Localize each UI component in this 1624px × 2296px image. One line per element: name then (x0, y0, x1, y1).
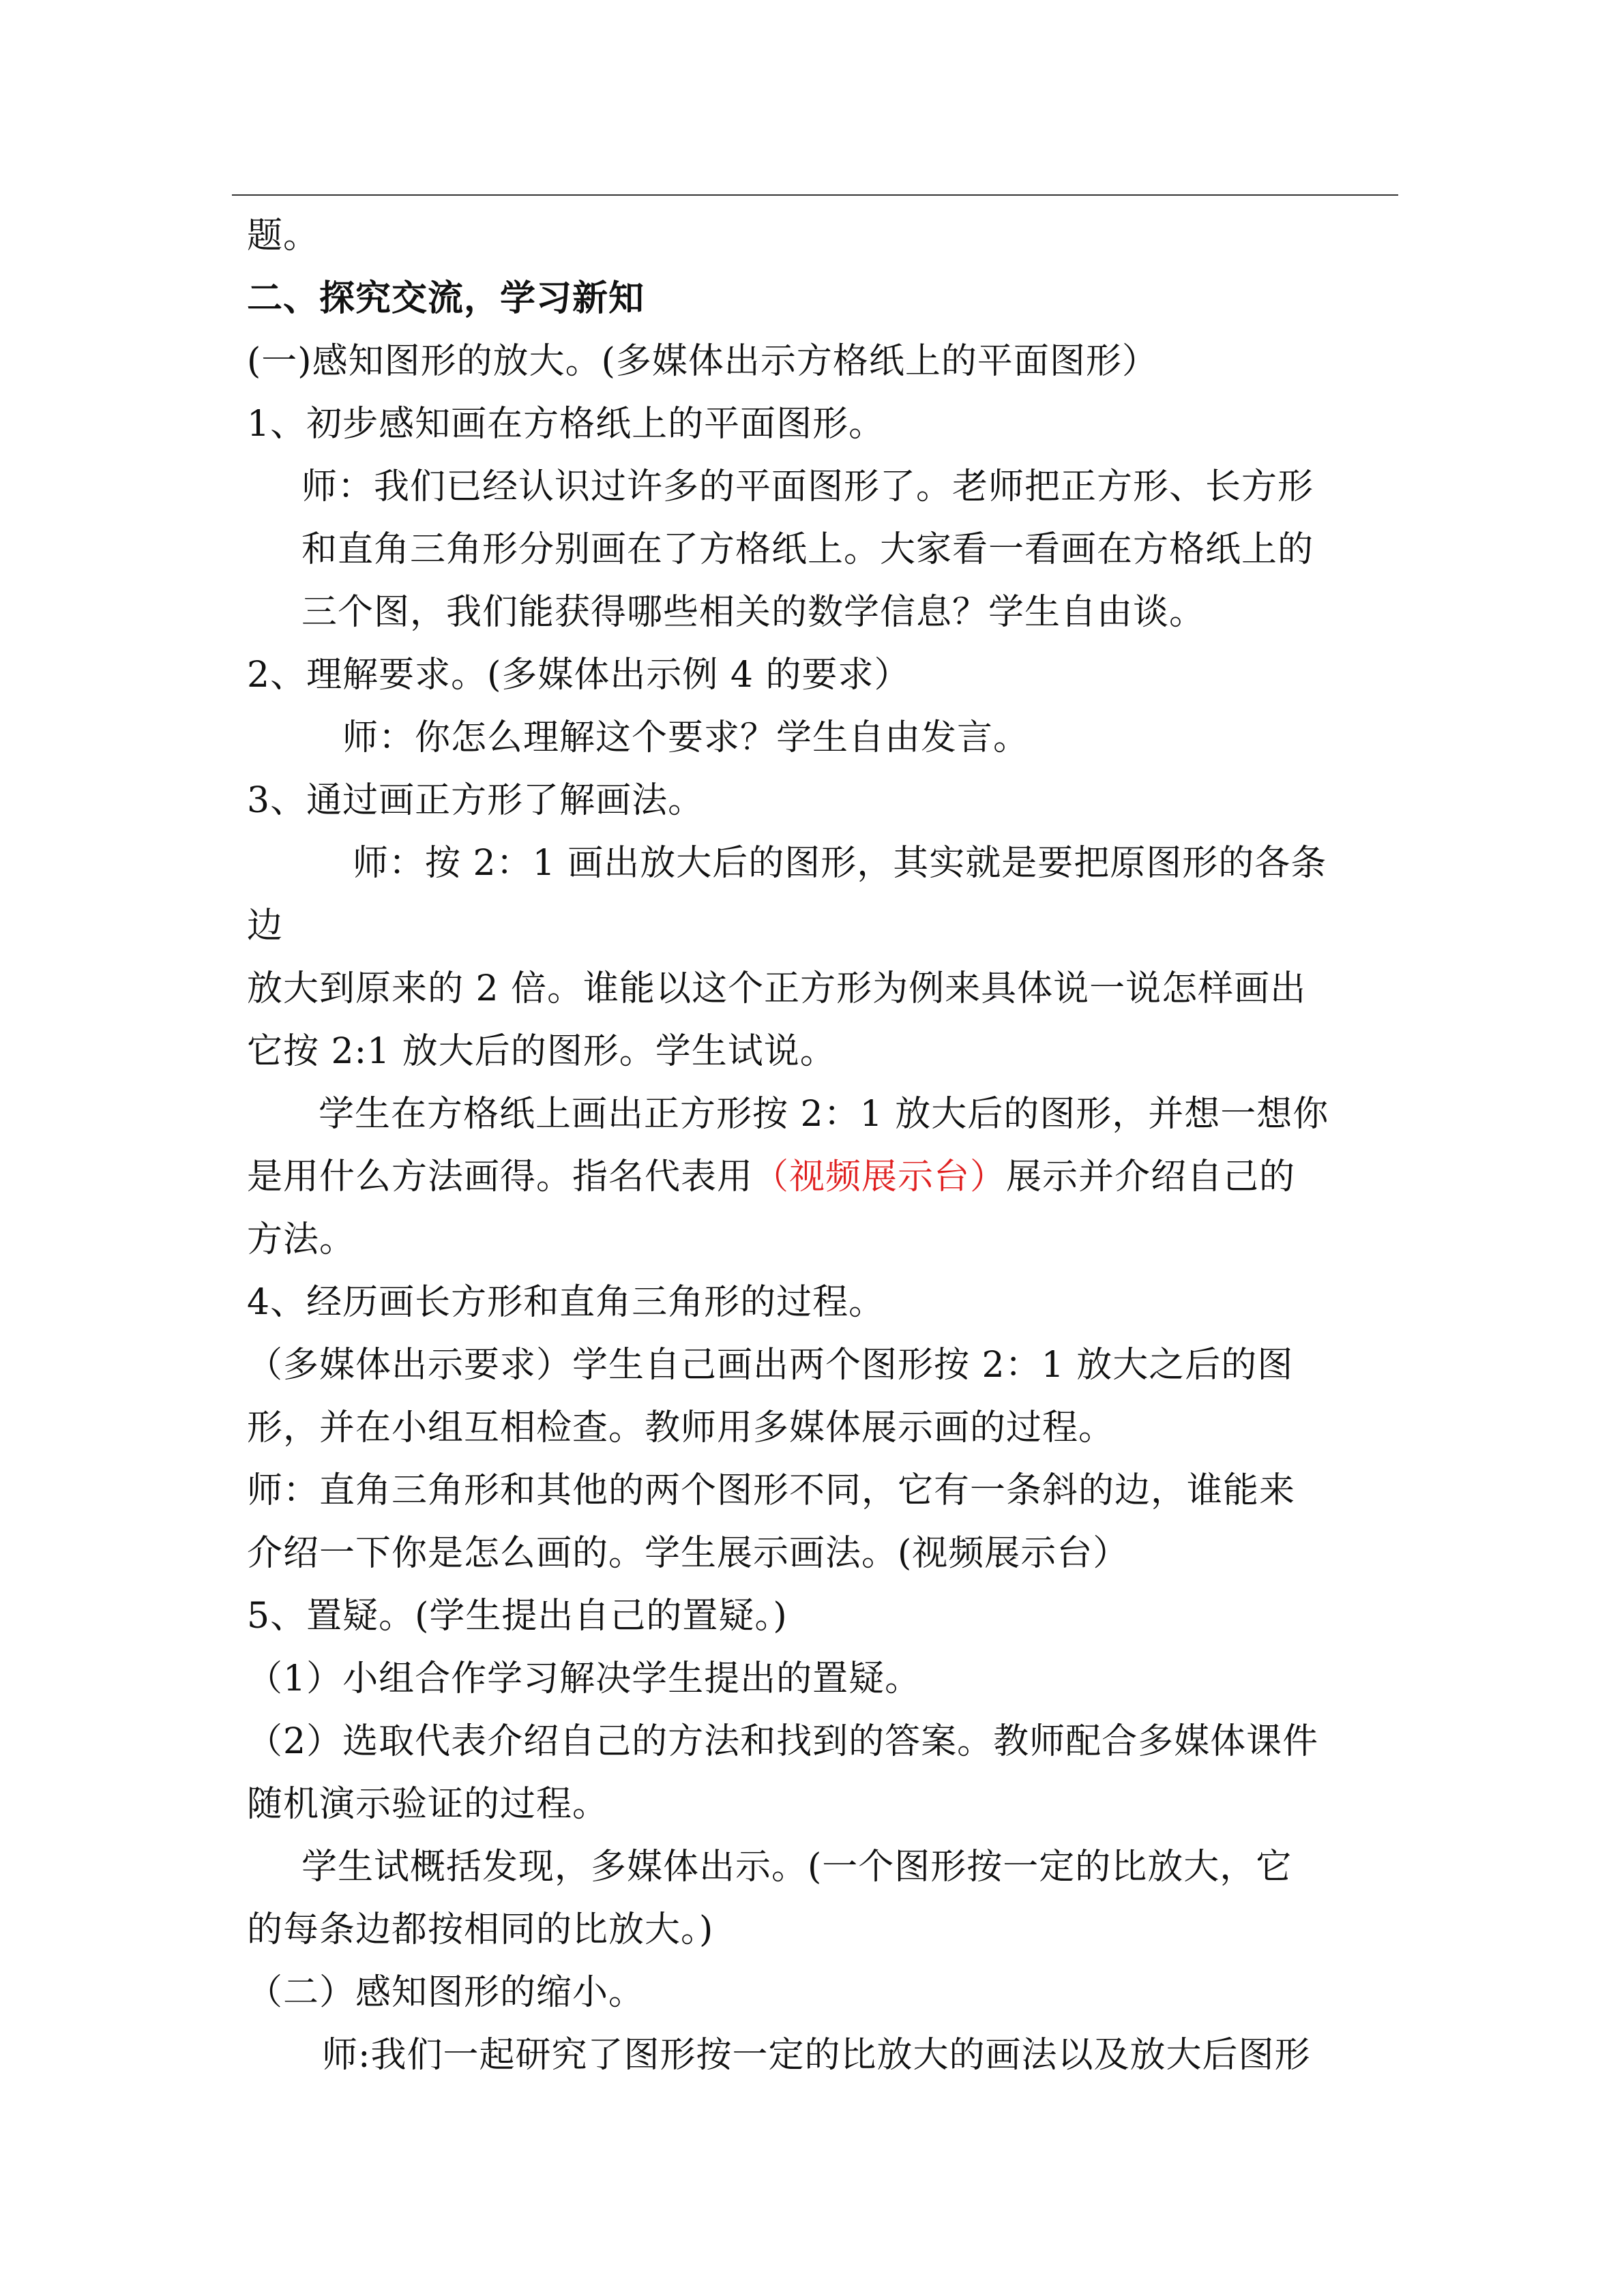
paragraph-line: 的每条边都按相同的比放大。) (247, 1909, 714, 1950)
paragraph-line (247, 1146, 1420, 1208)
highlight-text: （视频展示台） (753, 1157, 1007, 1197)
list-item: （2）选取代表介绍自己的方法和找到的答案。教师配合多媒体课件 (247, 1721, 1319, 1762)
header-rule (232, 194, 1398, 196)
document-body (247, 205, 1420, 2087)
line-text: 是用什么方法画得。指名代表用 (247, 1157, 754, 1197)
paragraph-line: 介绍一下你是怎么画的。学生展示画法。(视频展示台） (247, 1533, 1130, 1574)
paragraph-line: 它按 2:1 放大后的图形。学生试说。 (247, 1031, 836, 1072)
step-heading: 1、初步感知画在方格纸上的平面图形。 (247, 404, 885, 445)
paragraph-line: 方法。 (247, 1219, 356, 1260)
subsection-heading: （二）感知图形的缩小。 (247, 1972, 645, 2013)
paragraph-line: 边 (247, 906, 284, 946)
paragraph-line: 师:我们一起研究了图形按一定的比放大的画法以及放大后图形 (322, 2035, 1311, 2076)
paragraph-line: （多媒体出示要求）学生自己画出两个图形按 2：1 放大之后的图 (247, 1345, 1294, 1386)
step-heading: 4、经历画长方形和直角三角形的过程。 (247, 1282, 885, 1323)
paragraph-line: 学生在方格纸上画出正方形按 2：1 放大后的图形，并想一想你 (319, 1094, 1329, 1135)
list-item: （1）小组合作学习解决学生提出的置疑。 (247, 1658, 921, 1699)
subsection-heading: (一)感知图形的放大。(多媒体出示方格纸上的平面图形） (247, 341, 1158, 382)
paragraph-line: 师：直角三角形和其他的两个图形不同，它有一条斜的边，谁能来 (247, 1470, 1296, 1511)
section-heading: 二、探究交流，学习新知 (247, 278, 645, 319)
step-heading: 5、置疑。(学生提出自己的置疑。) (247, 1596, 788, 1637)
step-heading: 3、通过画正方形了解画法。 (247, 780, 705, 821)
step-heading: 2、理解要求。(多媒体出示例 4 的要求） (247, 655, 911, 696)
paragraph-line: 题。 (247, 215, 320, 256)
paragraph-line: 三个图，我们能获得哪些相关的数学信息？学生自由谈。 (301, 592, 1206, 633)
paragraph-line: 放大到原来的 2 倍。谁能以这个正方形为例来具体说一说怎样画出 (247, 968, 1307, 1009)
paragraph-line: 形，并在小组互相检查。教师用多媒体展示画的过程。 (247, 1407, 1115, 1448)
paragraph-line: 师：我们已经认识过许多的平面图形了。老师把正方形、长方形 (301, 466, 1314, 507)
paragraph-line: 学生试概括发现，多媒体出示。(一个图形按一定的比放大，它 (301, 1847, 1293, 1888)
paragraph-line: 随机演示验证的过程。 (247, 1784, 609, 1825)
paragraph-line: 师：你怎么理解这个要求？学生自由发言。 (342, 717, 1030, 758)
line-text: 展示并介绍自己的 (1006, 1157, 1296, 1197)
paragraph-line: 和直角三角形分别画在了方格纸上。大家看一看画在方格纸上的 (301, 529, 1314, 570)
paragraph-line: 师：按 2：1 画出放大后的图形，其实就是要把原图形的各条 (353, 843, 1327, 884)
